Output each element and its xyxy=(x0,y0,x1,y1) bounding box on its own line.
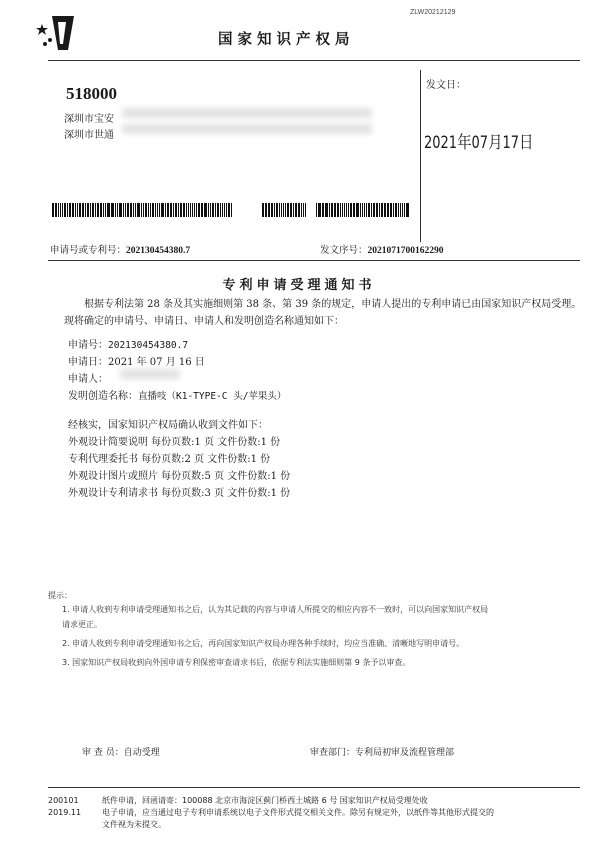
barcode-bar xyxy=(92,203,94,217)
barcode-bar xyxy=(231,203,232,217)
barcode-bar xyxy=(215,203,216,217)
barcode-bar xyxy=(161,203,164,217)
notice-paragraph: 根据专利法第 28 条及其实施细则第 38 条、第 39 条的规定，申请人提出的专利申请已由国家知识产权局受理。现将确定的申请号、申请日、申请人和发明创造名称通知如下： xyxy=(64,299,582,327)
barcode-bar xyxy=(103,203,104,217)
barcode-bar xyxy=(58,203,59,217)
barcode-bar xyxy=(157,203,158,217)
department: 审查部门：专利局初审及流程管理部 xyxy=(310,748,455,758)
barcode-bar xyxy=(150,203,151,217)
barcode-bar xyxy=(178,203,179,217)
barcode-bar xyxy=(165,203,166,217)
barcode-bar xyxy=(262,203,264,217)
barcode-bar xyxy=(148,203,149,217)
barcode-bar xyxy=(155,203,156,217)
barcode-bar xyxy=(107,203,110,217)
barcode-bar xyxy=(175,203,177,217)
footer-code-1: 200101 xyxy=(48,796,79,805)
document-item: 外观设计简要说明 每份页数:1 页 文件份数:1 份 xyxy=(68,437,281,448)
barcode-bar xyxy=(75,203,76,217)
barcode-bar xyxy=(100,203,102,217)
date-divider xyxy=(420,70,421,242)
barcode-bar xyxy=(95,203,96,217)
barcode-bar xyxy=(348,203,349,217)
barcode-bar xyxy=(210,203,211,217)
barcode-bar xyxy=(167,203,169,217)
barcode-bar xyxy=(346,203,347,217)
barcode-bar xyxy=(276,203,278,217)
barcode-bar xyxy=(224,203,225,217)
redaction xyxy=(122,124,372,134)
barcode-bar xyxy=(186,203,187,217)
barcode-bar xyxy=(404,203,405,217)
barcode-bar xyxy=(79,203,81,217)
footer-code-2: 2019.11 xyxy=(48,808,82,817)
barcode-bar xyxy=(290,203,292,217)
barcode-bar xyxy=(298,203,300,217)
barcode-bar xyxy=(196,203,197,217)
barcode-bar xyxy=(220,203,221,217)
cnipa-logo-icon xyxy=(36,14,76,52)
barcode-bar xyxy=(381,203,383,217)
barcode-bar xyxy=(295,203,297,217)
barcode-bar xyxy=(145,203,147,217)
barcode-bar xyxy=(342,203,343,217)
header-rule xyxy=(48,60,580,61)
tip-item: 请求更正。 xyxy=(62,620,102,629)
barcode-bar xyxy=(198,203,200,217)
barcode-bar xyxy=(301,203,302,217)
barcode-bar xyxy=(228,203,230,217)
barcode-bar xyxy=(356,203,359,217)
barcode-bar xyxy=(379,203,380,217)
barcode-bar xyxy=(130,203,132,217)
barcode-bar xyxy=(143,203,144,217)
barcode-bar xyxy=(180,203,182,217)
barcode xyxy=(262,203,307,217)
serial-number: 发文序号：2021071700162290 xyxy=(320,245,444,256)
barcode-bar xyxy=(271,203,273,217)
barcode-bar xyxy=(170,203,172,217)
field-application-date: 申请日：2021 年 07 月 16 日 xyxy=(68,357,205,368)
barcode-bar xyxy=(316,203,317,217)
doc-code: ZLW20212129 xyxy=(410,9,456,16)
document-item: 外观设计图片或照片 每份页数:5 页 文件份数:1 份 xyxy=(68,471,291,482)
barcode-bar xyxy=(395,203,397,217)
barcode-bar xyxy=(62,203,63,217)
barcode-bar xyxy=(303,203,304,217)
barcode-bar xyxy=(87,203,89,217)
postcode: 518000 xyxy=(66,84,117,103)
barcode-bar xyxy=(188,203,189,217)
barcode-bar xyxy=(398,203,399,217)
barcode-bar xyxy=(173,203,174,217)
barcode-bar xyxy=(123,203,124,217)
barcode-bar xyxy=(402,203,403,217)
barcode-bar xyxy=(125,203,126,217)
field-application-number: 申请号：202130454380.7 xyxy=(68,340,189,351)
footer-rule xyxy=(48,787,580,788)
barcode-bar xyxy=(141,203,142,217)
barcode-bar xyxy=(376,203,378,217)
barcode-bar xyxy=(366,203,367,217)
barcode-bar xyxy=(64,203,66,217)
barcode-bar xyxy=(127,203,129,217)
barcode-bar xyxy=(293,203,294,217)
barcode-bar xyxy=(368,203,370,217)
barcode xyxy=(316,203,410,217)
barcode-bar xyxy=(406,203,409,217)
barcode-bar xyxy=(222,203,223,217)
barcode-bar xyxy=(265,203,267,217)
barcode-bar xyxy=(305,203,306,217)
application-number: 申请号或专利号：202130454380.7 xyxy=(50,245,191,256)
barcode-bar xyxy=(387,203,389,217)
barcode-bar xyxy=(279,203,280,217)
barcode-bar xyxy=(360,203,361,217)
barcode-bar xyxy=(190,203,191,217)
barcode-bar xyxy=(159,203,160,217)
document-item: 外观设计专利请求书 每份页数:3 页 文件份数:1 份 xyxy=(68,488,291,499)
notice-title: 专利申请受理通知书 xyxy=(222,278,376,293)
barcode-bar xyxy=(325,203,328,217)
barcode-bar xyxy=(274,203,275,217)
tip-item: 2. 申请人收到专利申请受理通知书之后，再向国家知识产权局办理各种手续时，均应当准确、清晰地写明申请号。 xyxy=(62,639,465,648)
barcode-bar xyxy=(55,203,57,217)
section-rule xyxy=(48,260,580,261)
barcode-bar xyxy=(217,203,219,217)
barcode-bar xyxy=(97,203,99,217)
footer-line-3: 文件视为未提交。 xyxy=(102,820,166,829)
field-design-name: 发明创造名称：直播吱（K1-TYPE-C 头/苹果头） xyxy=(68,391,287,402)
barcode-bar xyxy=(331,203,333,217)
barcode-bar xyxy=(285,203,286,217)
barcode-bar xyxy=(192,203,193,217)
barcode xyxy=(52,203,233,217)
barcode-bar xyxy=(384,203,386,217)
barcode-bar xyxy=(226,203,227,217)
barcode-bar xyxy=(318,203,321,217)
barcode-bar xyxy=(111,203,114,217)
barcode-bar xyxy=(152,203,154,217)
barcode-bar xyxy=(135,203,136,217)
barcode-bar xyxy=(115,203,116,217)
barcode-bar xyxy=(183,203,185,217)
barcode-bar xyxy=(69,203,71,217)
barcode-bar xyxy=(105,203,106,217)
barcode-bar xyxy=(287,203,289,217)
redaction xyxy=(122,108,372,118)
barcode-bar xyxy=(334,203,336,217)
barcode-bar xyxy=(283,203,284,217)
barcode-bar xyxy=(77,203,78,217)
footer-line-2: 电子申请，应当通过电子专利申请系统以电子文件形式提交相关文件。除另有规定外，以纸件等其他形式提交的 xyxy=(102,808,494,817)
barcode-bar xyxy=(119,203,122,217)
barcode-bar xyxy=(337,203,339,217)
barcode-bar xyxy=(268,203,270,217)
barcode-bar xyxy=(322,203,324,217)
barcode-bar xyxy=(340,203,341,217)
barcode-bar xyxy=(60,203,61,217)
address-line-1: 深圳市宝安 xyxy=(64,114,114,125)
barcode-bar xyxy=(90,203,91,217)
barcode-bar xyxy=(212,203,214,217)
redaction xyxy=(120,369,180,379)
check-intro: 经核实，国家知识产权局确认收到文件如下： xyxy=(68,420,268,431)
barcode-bar xyxy=(362,203,363,217)
barcode-bar xyxy=(82,203,84,217)
barcode-bar xyxy=(117,203,118,217)
field-applicant: 申请人： xyxy=(68,374,108,385)
examiner: 审 查 员：自动受理 xyxy=(82,748,160,758)
barcode-bar xyxy=(373,203,375,217)
send-date-value: 2021年07月17日 xyxy=(424,133,534,153)
barcode-bar xyxy=(85,203,86,217)
barcode-bar xyxy=(344,203,345,217)
barcode-bar xyxy=(350,203,352,217)
send-date-label: 发文日： xyxy=(426,80,466,91)
barcode-bar xyxy=(201,203,203,217)
tip-item: 3. 国家知识产权局收到向外国申请专利保密审查请求书后，依据专利法实施细则第 9 条予以审查。 xyxy=(62,658,411,667)
barcode-bar xyxy=(371,203,372,217)
document-item: 专利代理委托书 每份页数:2 页 文件份数:1 份 xyxy=(68,454,271,465)
barcode-bar xyxy=(353,203,355,217)
barcode-bar xyxy=(72,203,74,217)
barcode-bar xyxy=(137,203,140,217)
footer-line-1: 纸件申请，回函请寄：100088 北京市海淀区蓟门桥西土城路 6 号 国家知识产权局受理处收 xyxy=(102,796,428,805)
office-title: 国家知识产权局 xyxy=(218,32,355,48)
barcode-bar xyxy=(67,203,68,217)
barcode-bar xyxy=(329,203,330,217)
barcode-bar xyxy=(52,203,54,217)
barcode-bar xyxy=(393,203,394,217)
barcode-bar xyxy=(208,203,209,217)
barcode-bar xyxy=(390,203,392,217)
tips-label: 提示： xyxy=(48,591,72,600)
barcode-bar xyxy=(194,203,195,217)
address-line-2: 深圳市世通 xyxy=(64,130,114,141)
barcode-bar xyxy=(133,203,134,217)
barcode-bar xyxy=(281,203,282,217)
barcode-bar xyxy=(204,203,207,217)
barcode-bar xyxy=(364,203,365,217)
barcode-bar xyxy=(400,203,401,217)
tip-item: 1. 申请人收到专利申请受理通知书之后，认为其记载的内容与申请人所提交的相应内容不一致时，可以向国家知识产权局 xyxy=(62,605,489,614)
